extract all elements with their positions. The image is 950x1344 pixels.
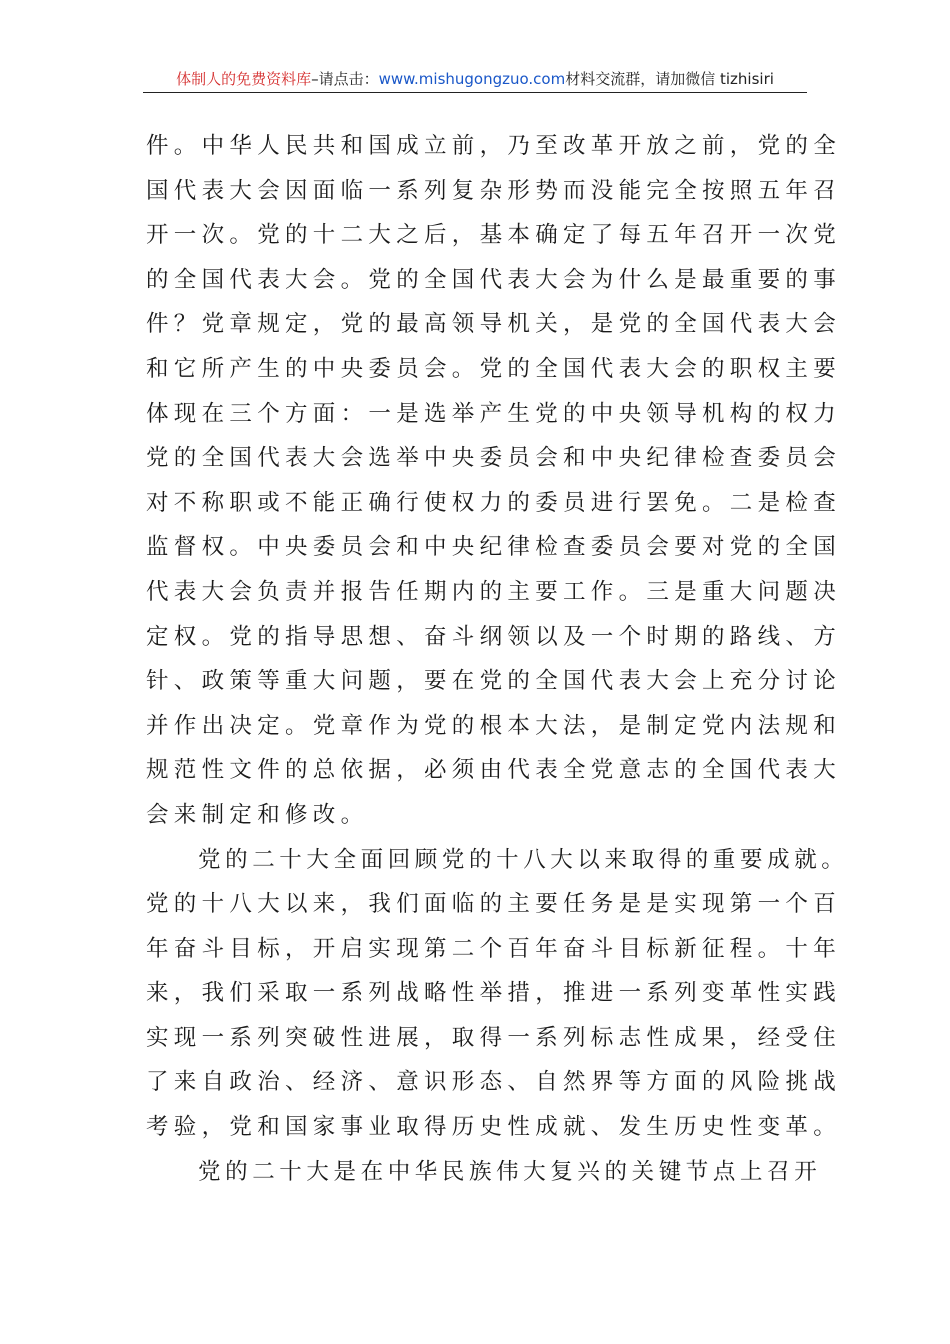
text-line: 针、政策等重大问题，要在党的全国代表大会上充分讨论	[146, 668, 842, 695]
text-line: 规范性文件的总依据，必须由代表全党意志的全国代表大	[146, 757, 842, 784]
text-line: 考验，党和国家事业取得历史性成就、发生历史性变革。	[146, 1114, 842, 1141]
text-line: 的全国代表大会。党的全国代表大会为什么是最重要的事	[146, 266, 842, 293]
text-line: 开一次。党的十二大之后，基本确定了每五年召开一次党	[146, 222, 842, 249]
text-line: 年奋斗目标，开启实现第二个百年奋斗目标新征程。十年	[146, 935, 842, 962]
text-line: 国代表大会因面临一系列复杂形势而没能完全按照五年召	[146, 177, 842, 204]
text-line: 件。中华人民共和国成立前，乃至改革开放之前，党的全	[146, 133, 842, 159]
header-url-link[interactable]: www.mishugongzuo.com	[378, 70, 566, 88]
header-tail: 材料交流群，请加微信 tizhisiri	[565, 70, 774, 88]
text-line: 监督权。中央委员会和中央纪律检查委员会要对党的全国	[146, 534, 842, 561]
text-line: 会来制定和修改。	[146, 801, 369, 828]
text-line: 对不称职或不能正确行使权力的委员进行罢免。二是检查	[146, 489, 842, 516]
document-body	[146, 124, 849, 1194]
header-brand: 体制人的免费资料库	[176, 70, 312, 88]
text-line: 党的全国代表大会选举中央委员会和中央纪律检查委员会	[146, 445, 842, 472]
text-line: 代表大会负责并报告任期内的主要工作。三是重大问题决	[146, 578, 842, 605]
text-line: 党的十八大以来，我们面临的主要任务是是实现第一个百	[146, 891, 842, 918]
text-line: 和它所产生的中央委员会。党的全国代表大会的职权主要	[146, 355, 842, 382]
text-line: 定权。党的指导思想、奋斗纲领以及一个时期的路线、方	[146, 623, 842, 650]
header-prompt: –请点击：	[311, 70, 379, 88]
text-line: 件？党章规定，党的最高领导机关，是党的全国代表大会	[146, 311, 842, 338]
text-line: 并作出决定。党章作为党的根本大法，是制定党内法规和	[146, 712, 842, 739]
text-line: 来，我们采取一系列战略性举措，推进一系列变革性实践	[146, 980, 842, 1007]
paragraph-start-line: 党的二十大是在中华民族伟大复兴的关键节点上召开	[198, 1158, 822, 1185]
text-line: 实现一系列突破性进展，取得一系列标志性成果，经受住	[146, 1024, 842, 1051]
text-line: 了来自政治、经济、意识形态、自然界等方面的风险挑战	[146, 1069, 842, 1096]
paragraph-start-line: 党的二十大全面回顾党的十八大以来取得的重要成就。	[198, 846, 849, 873]
page-header	[143, 68, 807, 93]
text-line: 体现在三个方面：一是选举产生党的中央领导机构的权力	[146, 400, 842, 427]
